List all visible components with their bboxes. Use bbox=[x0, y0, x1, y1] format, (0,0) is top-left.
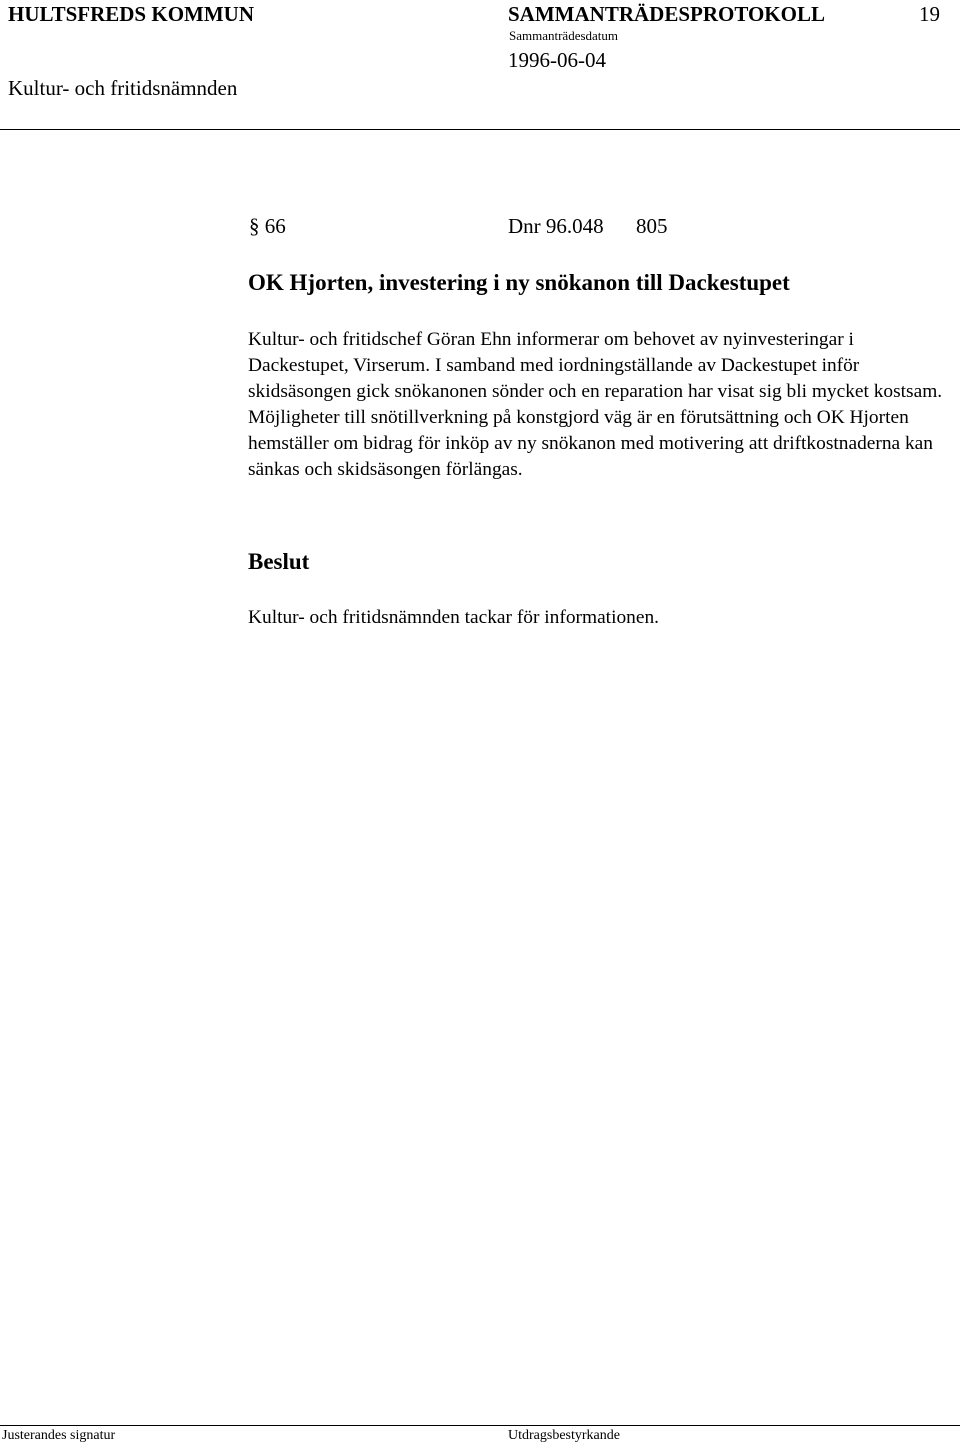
document-type: SAMMANTRÄDESPROTOKOLL bbox=[508, 2, 825, 26]
header-divider bbox=[0, 129, 960, 130]
section-number: § 66 bbox=[249, 214, 286, 238]
decision-heading: Beslut bbox=[248, 549, 310, 574]
meeting-date: 1996-06-04 bbox=[508, 48, 606, 72]
section-body: Kultur- och fritidschef Göran Ehn informerar om behovet av nyinvesteringar i Dackestupet, Virserum. I samband med iordningställande av Dackestupet inför skidsäsongen gick snökanonen sönder och en reparation har visat sig bli mycket kostsam. Möjligheter till snötillverkning på konstgjord väg är en förutsättning och OK Hjorten hemställer om bidrag för inköp av ny snökanon med motivering att driftkostnaderna kan sänkas och skidsäsongen förlängas. bbox=[248, 329, 943, 480]
signature-label: Justerandes signatur bbox=[2, 1428, 116, 1443]
section-reference bbox=[249, 214, 668, 239]
case-number: Dnr 96.048 bbox=[508, 214, 604, 238]
footer-divider bbox=[0, 1425, 960, 1426]
board-name: Kultur- och fritidsnämnden bbox=[8, 76, 238, 100]
organization-name: HULTSFREDS KOMMUN bbox=[8, 2, 255, 26]
decision-text: Kultur- och fritidsnämnden tackar för informationen. bbox=[248, 607, 659, 628]
section-title: OK Hjorten, investering i ny snökanon till Dackestupet bbox=[248, 270, 790, 295]
case-number-suffix: 805 bbox=[636, 214, 668, 238]
meeting-date-label: Sammanträdesdatum bbox=[509, 28, 619, 43]
page-number: 19 bbox=[919, 2, 940, 26]
extract-certification-label: Utdragsbestyrkande bbox=[508, 1428, 620, 1443]
